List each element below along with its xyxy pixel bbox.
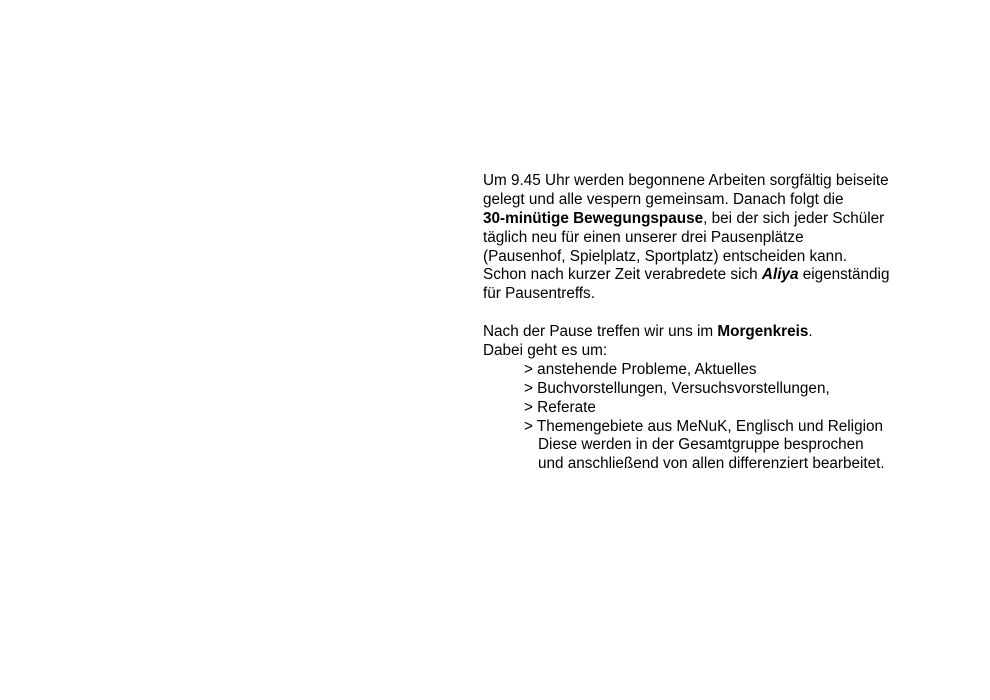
text-fragment: .	[808, 323, 813, 341]
list-item-continuation: und anschließend von allen differenziert bearbeitet.	[538, 455, 885, 473]
text-fragment: , bei der sich jeder Schüler	[703, 209, 885, 227]
text-fragment: Schon nach kurzer Zeit verabredete sich	[483, 266, 762, 284]
text-line: für Pausentreffs.	[483, 285, 595, 303]
text-fragment: Nach der Pause treffen wir uns im	[483, 323, 718, 341]
body-text	[483, 172, 963, 474]
text-line	[483, 323, 963, 342]
list-item: > Buchvorstellungen, Versuchsvorstellungen,	[524, 379, 830, 397]
list-item: > Themengebiete aus MeNuK, Englisch und Religion	[524, 417, 883, 435]
list-item: > anstehende Probleme, Aktuelles	[524, 360, 757, 378]
bold-term-morgenkreis: Morgenkreis	[717, 323, 809, 341]
paragraph-gap	[483, 304, 963, 323]
text-line: (Pausenhof, Spielplatz, Sportplatz) entscheiden kann.	[483, 247, 847, 265]
bold-term-bewegungspause: 30-minütige Bewegungspause	[483, 209, 704, 227]
student-name: Aliya	[761, 266, 799, 284]
text-fragment: eigenständig	[798, 266, 890, 284]
text-line: gelegt und alle vespern gemeinsam. Danach folgt die	[483, 190, 844, 208]
text-line: Um 9.45 Uhr werden begonnene Arbeiten sorgfältig beiseite	[483, 172, 889, 189]
text-line: täglich neu für einen unserer drei Pausenplätze	[483, 228, 804, 246]
text-line	[483, 266, 963, 285]
text-line	[483, 210, 963, 229]
list-item: > Referate	[524, 398, 596, 416]
list-item-continuation: Diese werden in der Gesamtgruppe besprochen	[538, 436, 864, 454]
text-line: Dabei geht es um:	[483, 342, 608, 360]
